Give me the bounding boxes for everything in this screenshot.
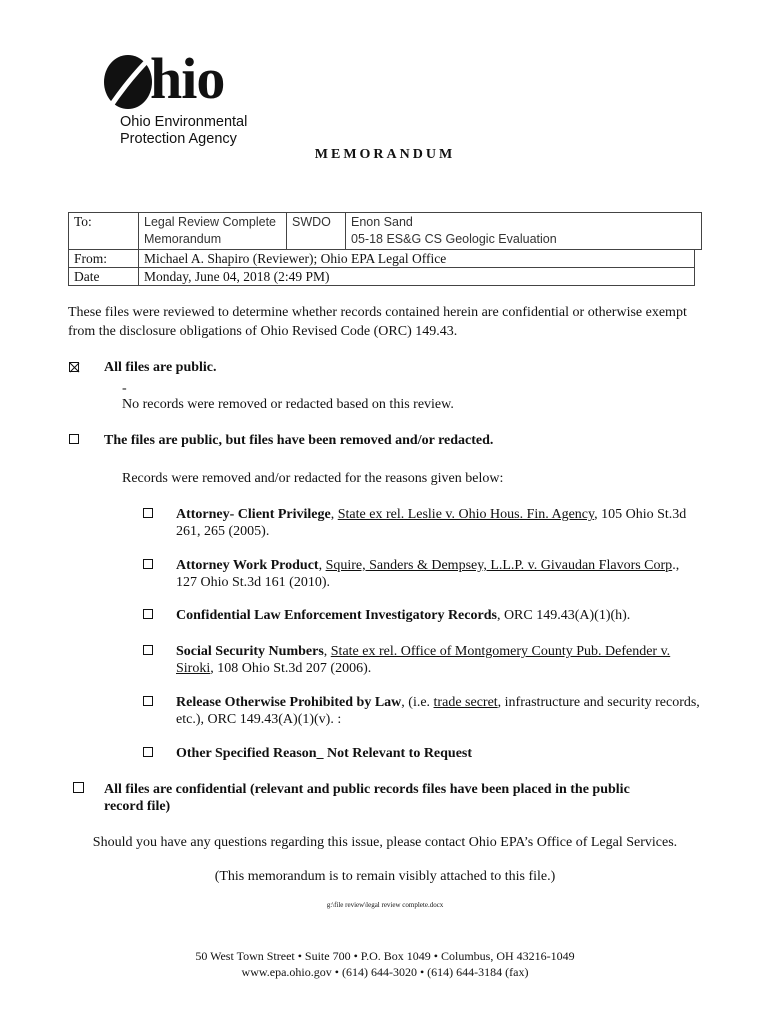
reason-attorney-client [176,506,706,540]
all-public-dash: - [122,381,127,396]
all-confidential-checkbox[interactable] [73,782,84,793]
attached-note: (This memorandum is to remain visibly attached to this file.) [214,869,556,884]
reasons-intro: Records were removed and/or redacted for the reasons given below: [122,471,504,486]
reason-3-cite: , ORC 149.43(A)(1)(h). [496,608,631,623]
reason-other: Other Specified Reason_ Not Relevant to Request [176,746,473,761]
reason-1-cite-2: 261, 265 (2005). [176,524,270,539]
all-public-label: All files are public. [104,360,217,375]
date-value: Monday, June 04, 2018 (2:49 PM) [144,269,330,284]
reason-prohibited-by-law [176,694,706,728]
reason-4-case-link-2[interactable]: Siroki [176,661,211,676]
reason-2-cite: ., [672,558,680,573]
reason-work-product [176,557,706,591]
reason-1-title: Attorney- Client Privilege [176,507,331,522]
to-site-line-2: 05-18 ES&G CS Geologic Evaluation [351,232,557,246]
reason-law-enforcement [176,607,706,624]
memo-title: MEMORANDUM [314,147,456,162]
all-confidential-label [104,781,704,815]
reason-5-trade-secret-link[interactable]: trade secret [433,695,498,710]
reason-law-enforcement-checkbox[interactable] [143,609,153,619]
reason-5-rest: , infrastructure and security records, [497,695,700,710]
to-subject-line-2: Memorandum [144,232,222,246]
to-subject-cell [138,212,287,250]
reason-ssn-checkbox[interactable] [143,645,153,655]
all-public-checkbox[interactable] [69,362,79,372]
footer-contact: www.epa.ohio.gov • (614) 644-3020 • (614) 644-3184 (fax) [241,965,529,979]
all-confidential-line-1: All files are confidential (relevant and public records files have been placed in the public [104,782,630,797]
reason-1-cite: , 105 Ohio St.3d [594,507,687,522]
reason-4-cite: , 108 Ohio St.3d 207 (2006). [210,661,372,676]
from-value: Michael A. Shapiro (Reviewer); Ohio EPA Legal Office [144,251,447,266]
all-confidential-line-2: record file) [104,799,171,814]
reason-4-sep: , [323,644,331,659]
reason-5-title: Release Otherwise Prohibited by Law [176,695,402,710]
reason-2-title: Attorney Work Product [176,558,319,573]
to-site-cell [345,212,702,250]
reason-4-case-link[interactable]: State ex rel. Office of Montgomery County Pub. Defender v. [330,644,671,659]
to-subject-line-1: Legal Review Complete [144,215,277,229]
file-path: g:\file review\legal review complete.docx [326,901,444,909]
logo-line-1: Ohio Environmental [120,114,248,130]
contact-note: Should you have any questions regarding this issue, please contact Ohio EPA’s Office of Legal Services. [92,835,678,850]
to-site-line-1: Enon Sand [351,215,413,229]
reason-prohibited-by-law-checkbox[interactable] [143,696,153,706]
redacted-label: The files are public, but files have been removed and/or redacted. [104,433,494,448]
to-label: To: [74,214,92,229]
all-public-note: No records were removed or redacted based on this review. [122,397,454,412]
reason-1-case-link[interactable]: State ex rel. Leslie v. Ohio Hous. Fin. Agency [337,507,595,522]
reason-other-checkbox[interactable] [143,747,153,757]
to-label-cell [68,212,139,250]
logo-wordmark: hio [150,46,225,111]
from-value-cell [138,249,695,268]
date-value-cell [138,267,695,286]
reason-2-case-link[interactable]: Squire, Sanders & Dempsey, L.L.P. v. Givaudan Flavors Corp [325,558,673,573]
reason-3-title: Confidential Law Enforcement Investigatory Records [176,608,497,623]
from-label-cell [68,249,139,268]
date-label-cell [68,267,139,286]
from-label: From: [74,251,108,266]
intro-paragraph: These files were reviewed to determine whether records contained herein are confidential or otherwise exempt from the disclosure obligations of Ohio Revised Code (ORC) 149.43. [68,305,687,339]
to-office-cell [286,212,346,250]
reason-4-title: Social Security Numbers [176,644,324,659]
reason-work-product-checkbox[interactable] [143,559,153,569]
logo-agency-name [120,114,247,148]
logo-line-2: Protection Agency [120,131,237,147]
reason-5-cite: etc.), ORC 149.43(A)(1)(v). : [176,712,342,727]
reason-5-pre: , (i.e. [401,695,434,710]
reason-ssn [176,643,706,677]
redacted-checkbox[interactable] [69,434,79,444]
reason-1-sep: , [330,507,338,522]
footer-address: 50 West Town Street • Suite 700 • P.O. Box 1049 • Columbus, OH 43216-1049 [195,949,575,963]
reason-2-sep: , [318,558,326,573]
to-office: SWDO [292,215,331,229]
reason-2-cite-2: 127 Ohio St.3d 161 (2010). [176,575,330,590]
reason-attorney-client-checkbox[interactable] [143,508,153,518]
date-label: Date [74,269,100,284]
